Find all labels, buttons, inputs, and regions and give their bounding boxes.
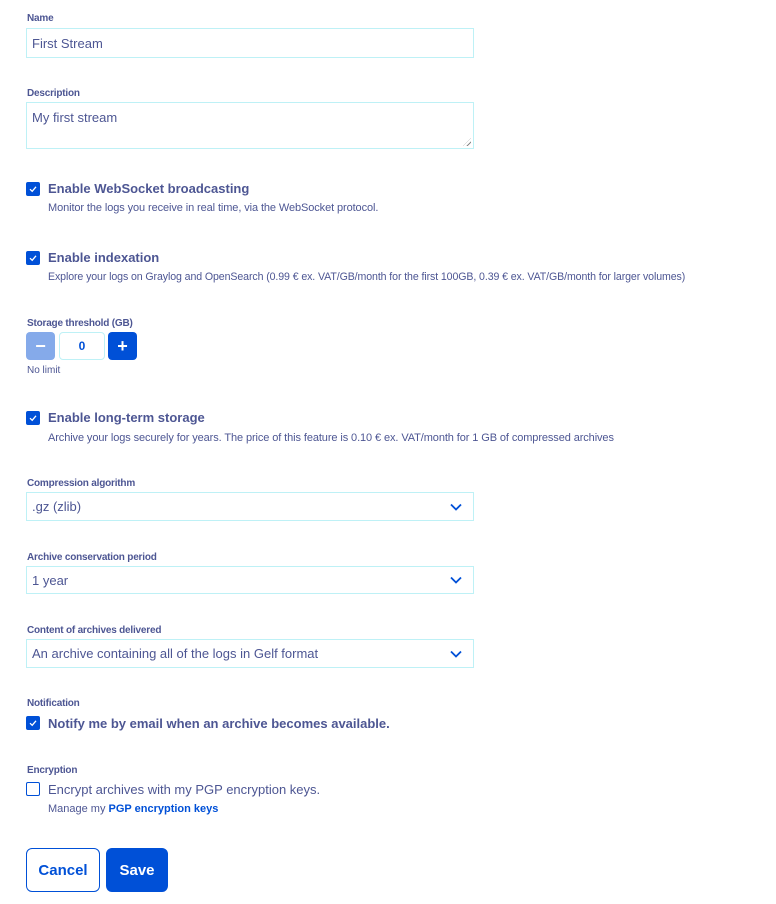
- description-label: Description: [27, 88, 80, 99]
- indexation-title: Enable indexation: [48, 250, 160, 265]
- pgp-keys-link[interactable]: PGP encryption keys: [108, 803, 219, 815]
- description-textarea[interactable]: [26, 102, 474, 149]
- storage-threshold-value: 0: [78, 339, 86, 353]
- minus-icon: −: [35, 335, 46, 356]
- checkmark-icon: [28, 413, 38, 423]
- encryption-text: Encrypt archives with my PGP encryption keys.: [48, 782, 321, 797]
- compression-select[interactable]: [26, 492, 474, 521]
- content-select[interactable]: [26, 639, 474, 668]
- content-label: Content of archives delivered: [27, 625, 162, 636]
- content-value: An archive containing all of the logs in Gelf format: [32, 646, 319, 661]
- encryption-checkbox[interactable]: [26, 782, 40, 796]
- notification-label: Notification: [27, 698, 80, 709]
- name-label: Name: [27, 13, 54, 24]
- manage-keys-line: [48, 803, 218, 815]
- resize-handle-icon[interactable]: [463, 138, 471, 146]
- manage-keys-prefix: Manage my: [48, 803, 109, 815]
- description-value: My first stream: [32, 110, 118, 125]
- checkmark-icon: [28, 184, 38, 194]
- checkmark-icon: [28, 253, 38, 263]
- encryption-label: Encryption: [27, 765, 78, 776]
- storage-threshold-label: Storage threshold (GB): [27, 318, 133, 329]
- notification-checkbox[interactable]: [26, 716, 40, 730]
- websocket-title: Enable WebSocket broadcasting: [48, 181, 250, 196]
- compression-label: Compression algorithm: [27, 478, 136, 489]
- storage-threshold-hint: No limit: [27, 365, 61, 376]
- checkmark-icon: [28, 718, 38, 728]
- indexation-description: Explore your logs on Graylog and OpenSearch (0.99 € ex. VAT/GB/month for the first 100GB, 0.39 € ex. VAT/GB/month for larger volumes): [48, 271, 686, 283]
- conservation-label: Archive conservation period: [27, 552, 157, 563]
- name-input[interactable]: [26, 28, 474, 58]
- increment-button[interactable]: [108, 332, 137, 360]
- long-term-title: Enable long-term storage: [48, 410, 205, 425]
- chevron-down-icon: [449, 500, 463, 514]
- chevron-down-icon: [449, 647, 463, 661]
- cancel-button[interactable]: Cancel: [26, 848, 100, 892]
- save-button[interactable]: Save: [106, 848, 168, 892]
- storage-threshold-input[interactable]: [59, 332, 105, 360]
- websocket-checkbox[interactable]: [26, 182, 40, 196]
- long-term-checkbox[interactable]: [26, 411, 40, 425]
- name-value: First Stream: [32, 35, 103, 51]
- notification-text: Notify me by email when an archive becomes available.: [48, 716, 390, 731]
- plus-icon: +: [117, 335, 128, 356]
- indexation-checkbox[interactable]: [26, 251, 40, 265]
- compression-value: .gz (zlib): [32, 499, 82, 514]
- chevron-down-icon: [449, 573, 463, 587]
- websocket-description: Monitor the logs you receive in real time, via the WebSocket protocol.: [48, 202, 379, 214]
- conservation-select[interactable]: [26, 566, 474, 594]
- decrement-button[interactable]: [26, 332, 55, 360]
- long-term-description: Archive your logs securely for years. The price of this feature is 0.10 € ex. VAT/month for 1 GB of compressed archives: [48, 432, 614, 444]
- conservation-value: 1 year: [32, 572, 69, 588]
